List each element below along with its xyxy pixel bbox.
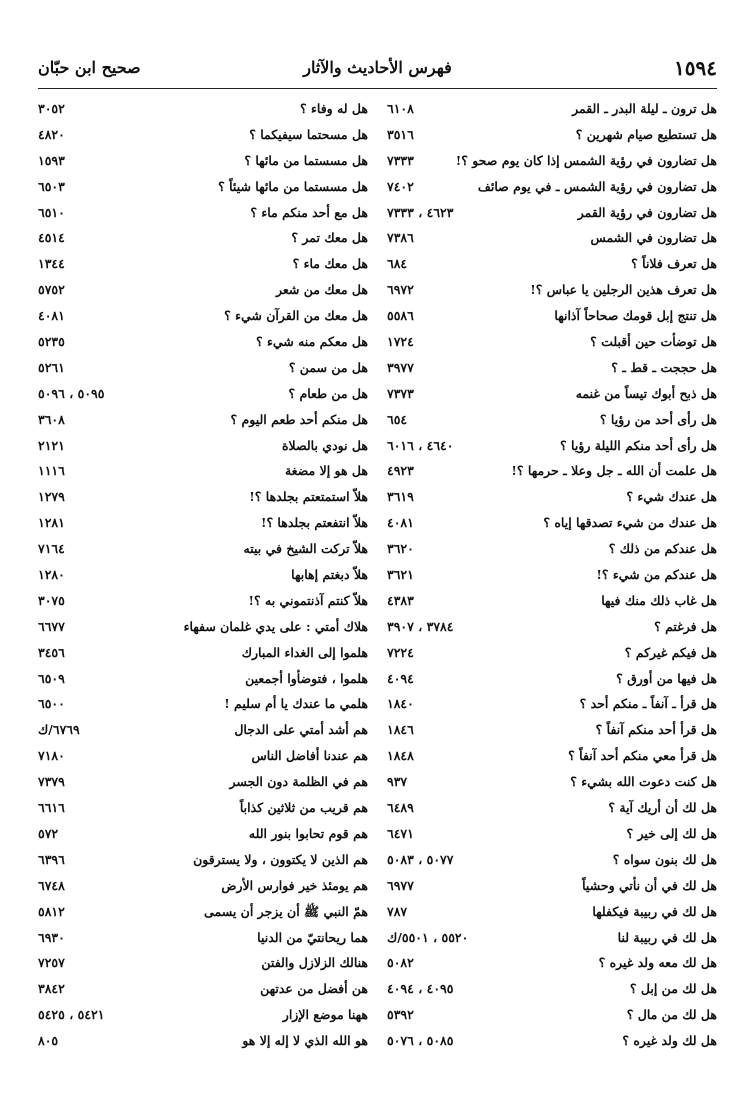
hadith-phrase: ههنا موضع الإزار [282,1007,368,1023]
index-entry [38,484,368,510]
hadith-phrase: هل تعرف فلاناً ؟ [631,256,717,272]
hadith-number: ٧٣٧٣ [387,385,414,401]
hadith-number: ١٨٤٦ [387,722,414,738]
hadith-phrase: هل معكم منه شيء ؟ [256,334,368,350]
hadith-number: ٣٦٢١ [387,567,414,583]
hadith-number: ٥٧٥٢ [38,282,65,298]
hadith-phrase: هل تضارون في الشمس [590,230,717,246]
hadith-phrase: هل لك بنون سواه ؟ [612,851,717,867]
index-entry [38,925,368,951]
hadith-number: ٣٩٧٧ [387,359,414,375]
hadith-number: ٦٥٤ [387,411,408,427]
hadith-number: ٧٣٧٩ [38,774,65,790]
index-entry [38,251,368,277]
hadith-phrase: هل قرأ معي منكم أحد آنفاً ؟ [568,748,717,764]
hadith-number: ٣٨٤٢ [38,981,65,997]
hadith-phrase: هل تضارون في رؤية القمر [577,204,717,220]
hadith-phrase: هل لك معه ولد غيره ؟ [598,955,717,971]
hadith-number: ٧٨٧ [387,903,408,919]
index-entry [387,873,717,899]
hadith-phrase: هل تضارون في رؤية الشمس إذا كان يوم صحو ؟! [455,152,717,168]
hadith-phrase: هل من سمن ؟ [288,359,368,375]
index-entry [38,562,368,588]
hadith-phrase: هم عندنا أفاضل الناس [251,748,368,764]
index-entry [387,950,717,976]
hadith-number: ٧٢٢٤ [387,644,414,660]
index-entry [38,433,368,459]
hadith-phrase: هلاّ دبغتم إهابها [291,567,368,583]
index-entry [387,899,717,925]
hadith-number: ٤٠٩٤ [387,670,414,686]
index-entry [38,355,368,381]
index-entry [387,277,717,303]
hadith-phrase: هل لك في ربيبة فيكفلها [592,903,717,919]
hadith-number: ١٢٨١ [38,515,65,531]
hadith-number: ٦٥٠٩ [38,670,65,686]
hadith-number: ٦٨٤ [387,256,408,272]
hadith-number: ٨٠٥ [38,1033,59,1049]
index-entry [387,666,717,692]
hadith-number: ٣٥١٦ [387,126,414,142]
index-entry [387,303,717,329]
index-entry [38,174,368,200]
index-entry [387,847,717,873]
hadith-number: ١٧٢٤ [387,334,414,350]
hadith-number: ٧٣٣٣ [387,152,414,168]
hadith-number: ٦٥٠٠ [38,696,65,712]
index-entry [387,484,717,510]
index-entry [38,899,368,925]
hadith-phrase: هل توضأت حين أقبلت ؟ [590,334,717,350]
hadith-phrase: هلاّ كنتم آذنتموني به ؟! [248,592,368,608]
hadith-phrase: هلمي ما عندك يا أم سليم ! [224,696,368,712]
index-entry [38,873,368,899]
index-entry [387,96,717,122]
hadith-number: ٥٧٢ [38,825,59,841]
hadith-number: ١٢٧٩ [38,489,65,505]
hadith-number: ٣٧٨٤ ، ٣٩٠٧ [387,618,454,634]
index-entry [387,614,717,640]
index-entry [387,200,717,226]
hadith-phrase: هو الله الذي لا إله إلا هو [242,1033,368,1049]
hadith-phrase: هل عندكم من ذلك ؟ [608,541,717,557]
hadith-number: ١٢٨٠ [38,567,65,583]
hadith-number: ٥٠٩٥ ، ٥٠٩٦ [38,385,105,401]
hadith-number: ٦٥٠٣ [38,178,65,194]
hadith-phrase: هم قوم تحابوا بنور الله [248,825,368,841]
index-entry [38,96,368,122]
index-entry [38,769,368,795]
hadith-number: ٦٤٧١ [387,825,414,841]
index-entry [387,1002,717,1028]
hadith-phrase: هل تعرف هذين الرجلين يا عباس ؟! [530,282,717,298]
index-entry [387,769,717,795]
hadith-phrase: هل هو إلا مضغة [284,463,368,479]
hadith-number: ٦٥١٠ [38,204,65,220]
hadith-phrase: هلموا ، فتوضأوا أجمعين [245,670,368,686]
hadith-phrase: هل ترون ـ ليلة البدر ـ القمر [572,101,717,116]
hadith-number: ٦٩٧٧ [387,877,414,893]
hadith-phrase: هم قريب من ثلاثين كذاباً [239,800,368,816]
index-entry [38,640,368,666]
index-entry [38,277,368,303]
hadith-number: ٧١٨٠ [38,748,65,764]
page-header [38,50,717,90]
index-entry [38,536,368,562]
hadith-number: ٦٧٤٨ [38,877,65,893]
index-entry [387,510,717,536]
hadith-number: ٤٩٢٣ [387,463,414,479]
hadith-number: ٥٢٦١ [38,359,65,375]
hadith-number: ٢١٢١ [38,437,65,453]
hadith-number: ٤٥١٤ [38,230,65,246]
index-entry [38,329,368,355]
hadith-phrase: هل علمت أن الله ـ جل وعلا ـ حرمها ؟! [511,463,717,479]
hadith-number: ٦٦١٦ [38,800,65,816]
index-entry [387,458,717,484]
hadith-phrase: هنالك الزلازل والفتن [261,955,368,971]
index-entry [387,976,717,1002]
hadith-number: ١٨٤٠ [387,696,414,712]
index-entry [38,821,368,847]
hadith-phrase: هل رأى أحد منكم الليلة رؤيا ؟ [560,437,717,453]
hadith-phrase: هل عندك شيء ؟ [626,489,717,505]
hadith-phrase: هلاّ انتفعتم بجلدها ؟! [260,515,368,531]
hadith-phrase: هم أشد أمتي على الدجال [234,722,368,738]
hadith-phrase: هل فيها من أورق ؟ [616,670,717,686]
hadith-phrase: هل ذبح أبوك تيساً من غنمه [575,385,717,401]
hadith-number: ٦٣٩٦ [38,851,65,867]
hadith-number: ٦٩٣٠ [38,929,65,945]
hadith-number: ٣٦٠٨ [38,411,65,427]
index-entry [38,458,368,484]
index-entry [38,1002,368,1028]
index-entry [387,355,717,381]
hadith-number: ١١١٦ [38,463,65,479]
hadith-phrase: هلموا إلى الغداء المبارك [241,644,368,660]
index-entry [387,588,717,614]
index-entry [387,381,717,407]
index-entry [387,795,717,821]
hadith-number: ٧٢٥٧ [38,955,65,971]
hadith-phrase: هل مع أحد منكم ماء ؟ [250,204,368,220]
hadith-number: ٦٧٦٩/ك [38,722,80,738]
index-entry [38,1028,368,1054]
hadith-phrase: هل لك إلى خير ؟ [626,825,717,841]
hadith-phrase: هل معك من شعر [276,282,368,298]
hadith-number: ٣٠٧٥ [38,592,65,608]
index-entry [38,950,368,976]
hadith-phrase: هل مسستما من مائها شيئاً ؟ [218,178,368,194]
index-entry [387,536,717,562]
hadith-phrase: هل لك ولد غيره ؟ [622,1033,717,1049]
index-entry [38,381,368,407]
hadith-number: ٥٥٢٠ ، ٥٥٠١/ك [387,929,469,945]
index-entry [387,717,717,743]
hadith-phrase: هل عندكم من شيء ؟! [596,567,717,583]
hadith-phrase: هل عندك من شيء تصدقها إياه ؟ [543,515,717,531]
hadith-number: ٧٣٨٦ [387,230,414,246]
index-entry [387,174,717,200]
hadith-phrase: هل تضارون في رؤية الشمس ـ في يوم صائف [477,178,717,194]
hadith-number: ١٣٤٤ [38,256,65,272]
hadith-number: ٤٠٩٥ ، ٤٠٩٤ [387,981,454,997]
hadith-number: ٥٤٢١ ، ٥٤٢٥ [38,1007,105,1023]
hadith-phrase: هل قرأ أحد منكم آنفاً ؟ [595,722,717,738]
hadith-phrase: هل قرأ ـ آنفاً ـ منكم أحد ؟ [579,696,717,712]
hadith-number: ٤٦٤٠ ، ٦٠١٦ [387,437,454,453]
hadith-phrase: هل كنت دعوت الله بشيء ؟ [570,774,717,790]
hadith-phrase: هل مسحتما سيفيكما ؟ [249,126,368,142]
hadith-phrase: هل نودي بالصلاة [282,437,368,453]
index-entry [38,407,368,433]
hadith-phrase: هل معك من القرآن شيء ؟ [224,308,368,324]
hadith-phrase: هل غاب ذلك منك فيها [601,592,717,608]
hadith-phrase: همّ النبي ﷺ أن يزجر أن يسمى [204,903,368,919]
hadith-number: ٣٠٥٢ [38,101,65,116]
hadith-phrase: هل لك من إبل ؟ [629,981,717,997]
hadith-phrase: هلاك أمتي : على يدي غلمان سفهاء [183,618,368,634]
index-entry [387,1028,717,1054]
hadith-phrase: هل حججت ـ قط ـ ؟ [611,359,717,375]
index-entry [387,691,717,717]
index-entry [387,407,717,433]
hadith-number: ٩٣٧ [387,774,408,790]
hadith-number: ٤٠٨١ [38,308,65,324]
header-divider [38,88,717,89]
hadith-phrase: هل لك أن أريك آية ؟ [608,800,717,816]
hadith-number: ٥٠٨٥ ، ٥٠٧٦ [387,1033,454,1049]
index-entry [38,666,368,692]
page-number: ١٥٩٤ [674,56,717,80]
hadith-phrase: هل لك في أن نأتي وحشياً [582,877,717,893]
hadith-number: ٣٤٥٦ [38,644,65,660]
left-column [38,96,368,1054]
hadith-phrase: هل فيكم غيركم ؟ [624,644,717,660]
hadith-phrase: هن أفضل من عدتهن [260,981,368,997]
hadith-number: ٧١٦٤ [38,541,65,557]
index-entry [387,329,717,355]
hadith-number: ٦١٠٨ [387,101,414,116]
index-entry [38,122,368,148]
hadith-number: ٦٦٧٧ [38,618,65,634]
index-entry [38,743,368,769]
index-entry [387,251,717,277]
hadith-phrase: هلاّ استمتعتم بجلدها ؟! [249,489,368,505]
hadith-phrase: هم الذين لا يكتوون ، ولا يسترقون [193,851,368,867]
index-entry [387,821,717,847]
hadith-phrase: هل معك ماء ؟ [292,256,368,272]
index-entry [387,925,717,951]
hadith-phrase: هلاّ تركت الشيخ في بيته [243,541,368,557]
index-entry [387,225,717,251]
hadith-number: ٧٤٠٢ [387,178,414,194]
index-entry [387,562,717,588]
hadith-number: ٥٢٣٥ [38,334,65,350]
book-title: صحيح ابن حبّان [38,58,141,77]
index-entry [38,614,368,640]
hadith-number: ٦٤٨٩ [387,800,414,816]
hadith-phrase: هل معك تمر ؟ [291,230,368,246]
index-entry [38,847,368,873]
hadith-phrase: هل لك في ربيبة لنا [617,929,717,945]
index-entry [387,433,717,459]
hadith-phrase: هل مسستما من مائها ؟ [244,152,368,168]
index-entry [387,122,717,148]
hadith-number: ٥٥٨٦ [387,308,414,324]
hadith-number: ١٨٤٨ [387,748,414,764]
hadith-number: ٤٣٨٣ [387,592,414,608]
hadith-number: ٣٦١٩ [387,489,414,505]
page-title: فهرس الأحاديث والآثار [303,58,452,77]
hadith-phrase: هل له وفاء ؟ [300,101,368,116]
hadith-phrase: هل تستطيع صيام شهرين ؟ [575,126,717,142]
index-entry [38,691,368,717]
hadith-number: ٦٩٧٢ [387,282,414,298]
index-entry [38,303,368,329]
hadith-number: ٥٠٨٢ [387,955,414,971]
hadith-phrase: هل تنتج إبل قومك صحاحاً آذانها [554,308,717,324]
index-entry [387,743,717,769]
index-entry [38,225,368,251]
hadith-number: ٥٠٧٧ ، ٥٠٨٣ [387,851,454,867]
hadith-phrase: هل فرغتم ؟ [654,618,717,634]
hadith-phrase: هل لك من مال ؟ [626,1007,717,1023]
index-entry [387,148,717,174]
index-entry [38,588,368,614]
hadith-number: ٤٦٢٣ ، ٧٣٣٣ [387,204,454,220]
hadith-number: ١٥٩٣ [38,152,65,168]
index-entry [387,640,717,666]
hadith-number: ٤٠٨١ [387,515,414,531]
hadith-number: ٥٣٩٢ [387,1007,414,1023]
hadith-number: ٣٦٢٠ [387,541,414,557]
hadith-phrase: هم في الظلمة دون الجسر [229,774,368,790]
right-column [387,96,717,1054]
hadith-phrase: هل من طعام ؟ [288,385,368,401]
index-entry [38,717,368,743]
hadith-phrase: هل منكم أحد طعم اليوم ؟ [230,411,368,427]
hadith-number: ٥٨١٢ [38,903,65,919]
index-entry [38,148,368,174]
index-entry [38,200,368,226]
index-entry [38,510,368,536]
hadith-phrase: هم يومئذ خير فوارس الأرض [221,877,368,893]
index-entry [38,976,368,1002]
hadith-number: ٤٨٢٠ [38,126,65,142]
hadith-phrase: هما ريحانتيّ من الدنيا [257,929,368,945]
index-entry [38,795,368,821]
hadith-phrase: هل رأى أحد من رؤيا ؟ [599,411,717,427]
